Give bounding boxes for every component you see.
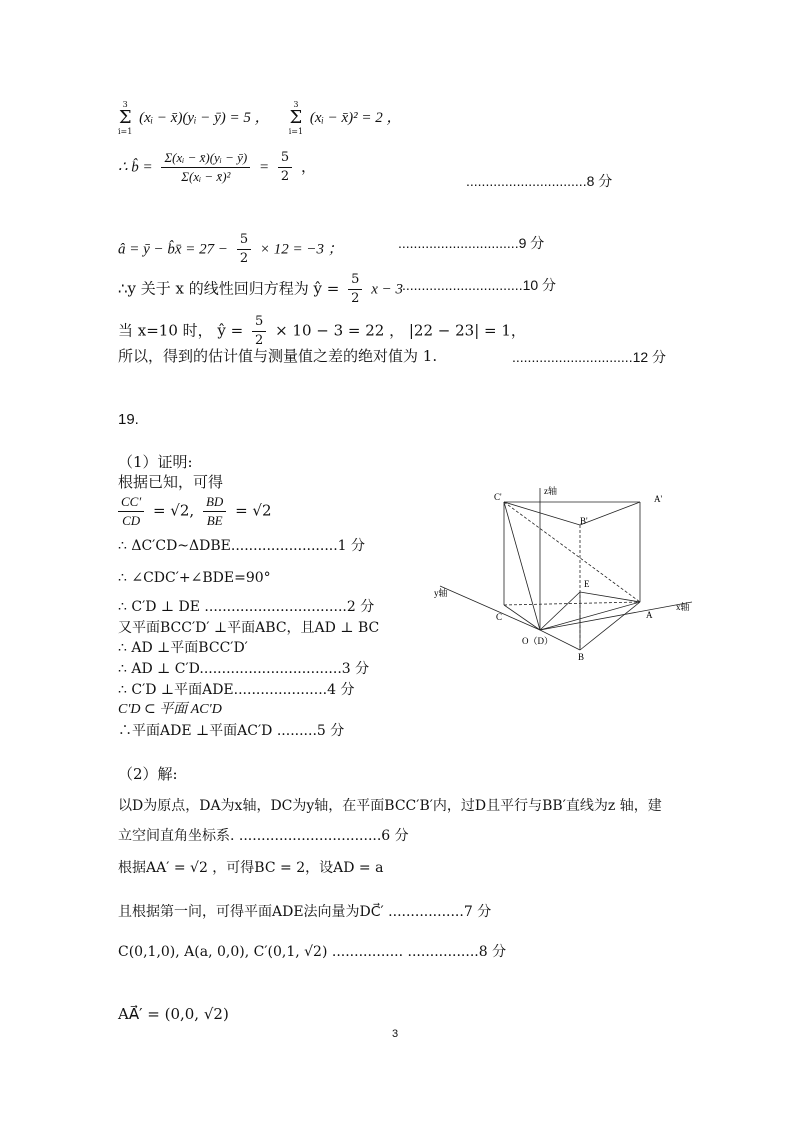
ratio-eq-1: = √2, [152, 501, 195, 520]
sum-expression-1: (xᵢ − x̄)(yᵢ − ȳ) = 5 ， [139, 110, 270, 126]
five-halves: $\frac{5}{2}$ [252, 314, 266, 349]
b-hat-value-num: 5 [278, 150, 292, 168]
sum-symbol: 3 Σ i=1 [118, 100, 133, 136]
b-hat-numerator: Σ(xᵢ − x̄)(yᵢ − ȳ) [161, 150, 250, 168]
five-halves: $\frac{5}{2}$ [348, 272, 362, 307]
y-axis [440, 586, 540, 630]
part1-ratio-line [118, 494, 272, 529]
label-y-axis: y轴 [434, 588, 448, 598]
label-a: A [646, 610, 653, 620]
ratio-eq-2: = √2 [235, 501, 272, 520]
ratio-bd-be [203, 494, 226, 529]
score-8: ...............................8 分 [466, 173, 613, 189]
score-9: ...............................9 分 [398, 235, 545, 251]
part1-line-4: ∴ ∠CDC′+∠BDE=90° [118, 570, 271, 586]
part2-line-6: AA⃗′ = (0,0, √2) [118, 1005, 229, 1023]
label-b-prime: B' [580, 516, 588, 526]
a-hat-expression: â = ȳ − b̂x̄ = 27 − [118, 241, 229, 258]
conclusion-text: 所以，得到的估计值与测量值之差的绝对值为 1. [118, 347, 438, 365]
part2-title: （2）解: [118, 765, 178, 783]
b-hat-denominator: Σ(xᵢ − x̄)² [181, 169, 231, 184]
b-hat-fraction [161, 150, 250, 185]
part2-line-4: 且根据第一问，可得平面ADE法向量为DC⃗′ .................7 分 [118, 904, 492, 920]
label-o-d: O（D） [522, 636, 553, 646]
part1-line-8: ∴ AD ⊥ C′D................................3 分 [118, 661, 370, 677]
part1-title: （1）证明: [118, 453, 193, 471]
b-hat-prefix: ∴ b̂ = [118, 159, 153, 176]
part1-line-7: ∴ AD ⊥平面BCC′D′ [118, 640, 248, 656]
b-hat-value-den: 2 [280, 169, 290, 184]
b-hat-value [278, 150, 292, 185]
a-hat-tail: × 12 = −3 ； [259, 241, 343, 258]
score-10: ...............................10 分 [402, 277, 557, 293]
ratio-bd-den: BE [206, 513, 223, 528]
sum-equations-line [118, 100, 402, 136]
part2-line-3: 根据AA′ = √2 ，可得BC = 2，设AD = a [118, 860, 384, 876]
ratio-cc-num: CC′ [118, 494, 144, 512]
part1-line-3: ∴ ΔC′CD~ΔDBE........................1 分 [118, 538, 366, 554]
regression-tail: x − 3 [371, 281, 403, 298]
label-e: E [584, 579, 590, 589]
ratio-cc-den: CD [122, 513, 141, 528]
label-c: C [496, 612, 503, 622]
ratio-bd-num: BD [203, 494, 226, 512]
label-c-prime: C' [494, 492, 502, 502]
part2-line-1: 以D为原点，DA为x轴，DC为y轴，在平面BCC′B′内，过D且平行与BB′直线为z 轴，建 [118, 798, 662, 814]
label-x-axis: x轴 [676, 602, 690, 612]
part1-line-5: ∴ C′D ⊥ DE ................................2 分 [118, 599, 375, 615]
part2-line-5: C(0,1,0), A(a, 0,0), C′(0,1, √2) ................ ................8 分 [118, 944, 507, 960]
part1-line-11: ∴平面ADE ⊥平面AC′D .........5 分 [118, 723, 345, 739]
part2-line-2: 立空间直角坐标系. ................................6 分 [118, 828, 409, 844]
regression-text: ∴y 关于 x 的线性回归方程为 ŷ = [118, 279, 340, 298]
ratio-cc-cd [118, 494, 144, 529]
x-axis [540, 602, 692, 630]
score-12: ...............................12 分 [512, 349, 667, 365]
when-x-line [118, 314, 526, 349]
when-x-tail: × 10 − 3 = 22 ， |22 − 23| = 1， [275, 321, 526, 340]
sum-symbol: 3 Σ i=1 [288, 100, 304, 136]
part1-line-10: C′D ⊂ 平面 AC′D [118, 702, 222, 717]
label-a-prime: A' [654, 494, 663, 504]
question-number: 19. [118, 411, 139, 428]
five-halves: $\frac{5}{2}$ [237, 232, 251, 267]
b-hat-line: ∴ b̂ = $\frac{\text{Σ(xᵢ − x̄)(yᵢ − ȳ)}}{\text{Σ(xᵢ − x̄)²}}$ = $\frac{5}{2}$ ， [118, 150, 316, 184]
part1-line-6: 又平面BCC′D′ ⊥平面ABC，且AD ⊥ BC [118, 620, 380, 636]
sum-expression-2: (xᵢ − x̄)² = 2 ， [309, 110, 402, 126]
part1-line-1: 根据已知，可得 [118, 473, 224, 491]
regression-line [118, 272, 403, 307]
label-b: B [578, 652, 585, 660]
a-hat-line [118, 232, 343, 267]
page-number: 3 [392, 1028, 399, 1040]
conclusion-line [118, 346, 437, 366]
label-z-axis: z轴 [544, 486, 557, 496]
when-x-text: 当 x=10 时， ŷ = [118, 321, 244, 340]
prism-figure [430, 480, 700, 660]
part1-line-9: ∴ C′D ⊥平面ADE.....................4 分 [118, 682, 355, 698]
